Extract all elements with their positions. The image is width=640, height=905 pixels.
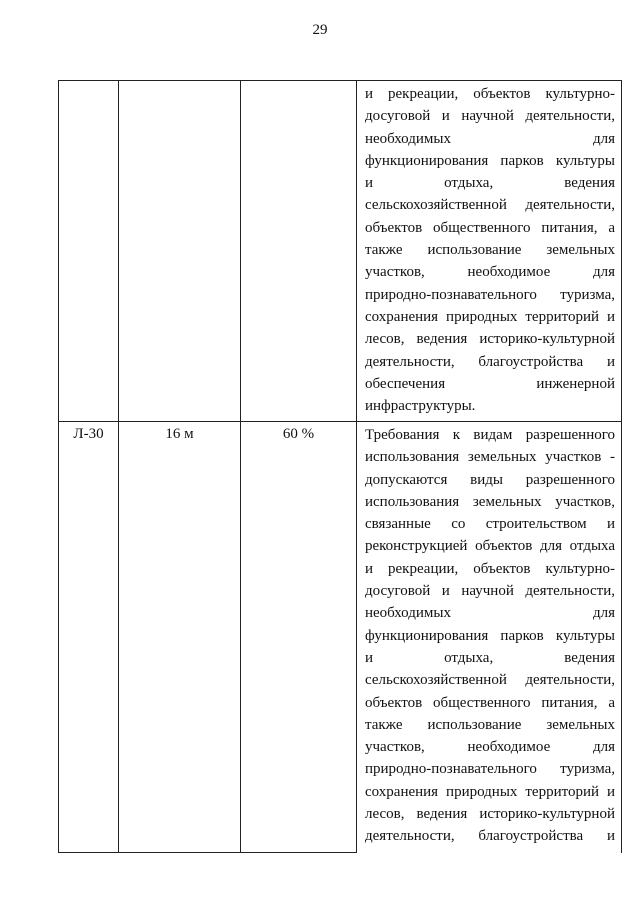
description-line: лесов, ведения историко-культурной (365, 806, 615, 823)
description-line: реконструкцией объектов для отдыха (365, 538, 615, 555)
height-cell (119, 81, 241, 422)
description-line: сохранения природных территорий и (365, 308, 615, 325)
description-line: функционирования парков культуры (365, 627, 615, 644)
description-line: также использование земельных (365, 716, 615, 733)
description-line: и отдыха, ведения (365, 175, 615, 192)
description-line: необходимых для (365, 605, 615, 622)
description-line: сельскохозяйственной деятельности, (365, 672, 615, 689)
description-line: объектов общественного питания, а (365, 219, 615, 236)
description-line: и отдыха, ведения (365, 649, 615, 666)
description-line: и рекреации, объектов культурно- (365, 86, 615, 102)
description-line: досуговой и научной деятельности, (365, 108, 615, 125)
description-line: объектов общественного питания, а (365, 694, 615, 711)
description-line: природно-познавательного туризма, (365, 761, 615, 778)
description-line: обеспечения инженерной (365, 375, 615, 392)
description-line: инфраструктуры. (365, 398, 476, 415)
description-line: допускаются виды разрешенного (365, 471, 615, 488)
description-line: и рекреации, объектов культурно- (365, 560, 615, 577)
percent-cell: 60 % (241, 422, 357, 853)
description-line: участков, необходимое для (365, 739, 615, 756)
description-line: сохранения природных территорий и (365, 783, 615, 800)
description-line: досуговой и научной деятельности, (365, 583, 615, 600)
zone-cell: Л-30 (59, 422, 119, 853)
description-cell (357, 81, 622, 422)
description-line: деятельности, благоустройства и (365, 353, 615, 370)
description-line: Требования к видам разрешенного (365, 427, 615, 443)
zone-cell (59, 81, 119, 422)
page-number: 29 (312, 22, 328, 38)
percent-cell (241, 81, 357, 422)
description-line: деятельности, благоустройства и (365, 828, 615, 845)
description-line: функционирования парков культуры (365, 152, 615, 169)
table-row (59, 422, 622, 853)
description-line: сельскохозяйственной деятельности, (365, 197, 615, 214)
zoning-table (58, 80, 622, 853)
description-line: использования земельных участков - (365, 449, 615, 466)
table-row (59, 81, 622, 422)
description-line: связанные со строительством и (365, 516, 615, 533)
height-cell: 16 м (119, 422, 241, 853)
description-line: природно-познавательного туризма, (365, 286, 615, 303)
description-cell (357, 422, 622, 853)
description-line: использования земельных участков, (365, 493, 615, 510)
description-line: необходимых для (365, 130, 615, 147)
description-line: также использование земельных (365, 242, 615, 259)
description-line: лесов, ведения историко-культурной (365, 331, 615, 348)
description-line: участков, необходимое для (365, 264, 615, 281)
